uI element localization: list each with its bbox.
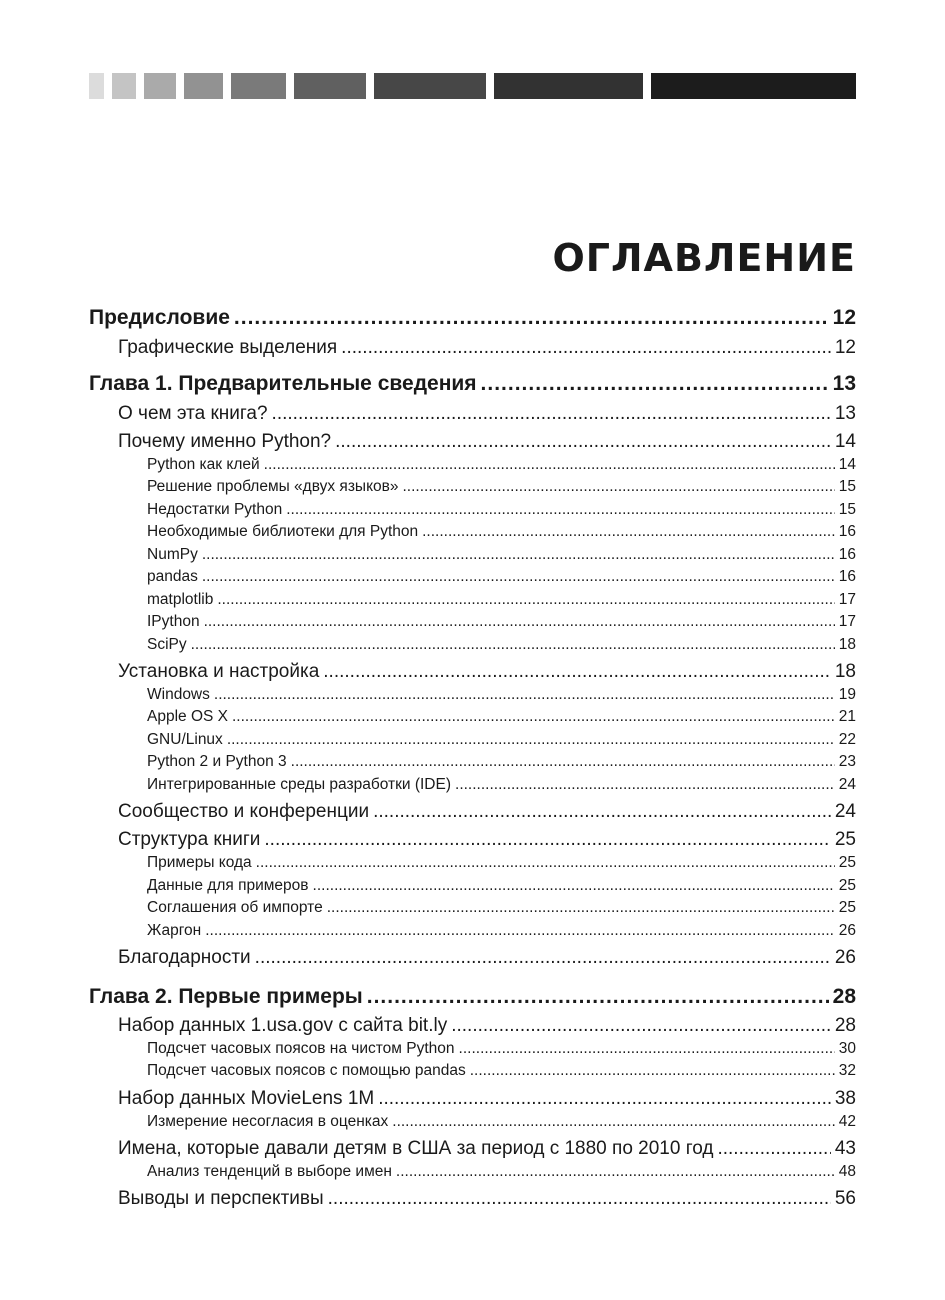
toc-dot-leader — [205, 922, 835, 940]
toc-dot-leader — [481, 372, 829, 396]
toc-dot-leader — [422, 523, 835, 541]
toc-page-number: 26 — [834, 947, 856, 968]
toc-section-entry — [118, 661, 856, 683]
toc-chapter-entry — [89, 985, 856, 1009]
toc-page-number: 38 — [834, 1088, 856, 1109]
toc-page-number: 22 — [838, 731, 856, 748]
toc-page-number: 25 — [838, 899, 856, 916]
toc-entry-title: Набор данных 1.usa.gov с сайта bit.ly — [118, 1015, 448, 1036]
toc-entry-title: Набор данных MovieLens 1M — [118, 1088, 375, 1109]
toc-subsection-entry — [147, 636, 856, 654]
toc-page-number: 42 — [838, 1113, 856, 1130]
toc-entry-title: GNU/Linux — [147, 731, 223, 748]
toc-page-number: 18 — [834, 661, 856, 682]
toc-subsection-entry — [147, 591, 856, 609]
toc-page-number: 23 — [838, 753, 856, 770]
toc-dot-leader — [272, 403, 831, 425]
toc-subsection-entry — [147, 1113, 856, 1131]
toc-dot-leader — [234, 306, 829, 330]
toc-entry-title: Подсчет часовых поясов на чистом Python — [147, 1040, 455, 1057]
toc-entry-title: Графические выделения — [118, 337, 338, 358]
toc-dot-leader — [403, 478, 835, 496]
toc-entry-title: Подсчет часовых поясов с помощью pandas — [147, 1062, 466, 1079]
toc-entry-title: Python как клей — [147, 456, 260, 473]
toc-dot-leader — [455, 776, 835, 794]
toc-page-number: 12 — [834, 337, 856, 358]
header-bar-segment — [494, 73, 643, 99]
toc-chapter-entry — [89, 372, 856, 396]
toc-dot-leader — [191, 636, 835, 654]
header-bar-segment — [144, 73, 176, 99]
header-bar-segment — [231, 73, 286, 99]
toc-page-number: 30 — [838, 1040, 856, 1057]
toc-entry-title: Python 2 и Python 3 — [147, 753, 287, 770]
toc-page-number: 56 — [834, 1188, 856, 1209]
toc-page-number: 13 — [834, 403, 856, 424]
toc-entry-title: Интегрированные среды разработки (IDE) — [147, 776, 452, 793]
toc-dot-leader — [378, 1088, 831, 1110]
toc-entry-title: О чем эта книга? — [118, 403, 268, 424]
toc-subsection-entry — [147, 1062, 856, 1080]
toc-subsection-entry — [147, 613, 856, 631]
toc-entry-title: Выводы и перспективы — [118, 1188, 324, 1209]
toc-dot-leader — [470, 1062, 835, 1080]
toc-dot-leader — [313, 877, 835, 895]
toc-dot-leader — [214, 686, 835, 704]
toc-subsection-entry — [147, 731, 856, 749]
toc-section-entry — [118, 1188, 856, 1210]
toc-section-entry — [118, 1088, 856, 1110]
toc-subsection-entry — [147, 753, 856, 771]
toc-page-number: 21 — [838, 708, 856, 725]
header-bar-segment — [651, 73, 856, 99]
toc-dot-leader — [373, 801, 831, 823]
toc-entry-title: Недостатки Python — [147, 501, 283, 518]
toc-subsection-entry — [147, 922, 856, 940]
toc-entry-title: Глава 1. Предварительные сведения — [89, 372, 477, 395]
header-bar-segment — [374, 73, 486, 99]
toc-page-number: 15 — [838, 478, 856, 495]
header-bar-segment — [89, 73, 104, 99]
header-bar-segment — [184, 73, 223, 99]
toc-page-number: 13 — [832, 372, 856, 395]
toc-subsection-entry — [147, 546, 856, 564]
toc-dot-leader — [392, 1113, 834, 1131]
toc-entry-title: Соглашения об импорте — [147, 899, 323, 916]
toc-dot-leader — [255, 947, 831, 969]
toc-entry-title: Благодарности — [118, 947, 251, 968]
toc-subsection-entry — [147, 776, 856, 794]
toc-dot-leader — [217, 591, 834, 609]
toc-page-number: 25 — [838, 854, 856, 871]
toc-page-number: 15 — [838, 501, 856, 518]
toc-subsection-entry — [147, 854, 856, 872]
header-gradient-bar — [89, 73, 856, 99]
toc-dot-leader — [264, 456, 835, 474]
toc-page-number: 16 — [838, 568, 856, 585]
toc-entry-title: Имена, которые давали детям в США за период с 1880 по 2010 год — [118, 1138, 714, 1159]
toc-subsection-entry — [147, 523, 856, 541]
toc-dot-leader — [202, 546, 835, 564]
toc-dot-leader — [717, 1138, 830, 1160]
toc-subsection-entry — [147, 456, 856, 474]
toc-entry-title: Сообщество и конференции — [118, 801, 370, 822]
toc-page-number: 17 — [838, 613, 856, 630]
toc-dot-leader — [323, 661, 831, 683]
toc-section-entry — [118, 947, 856, 969]
toc-subsection-entry — [147, 1040, 856, 1058]
toc-section-entry — [118, 801, 856, 823]
toc-page-number: 19 — [838, 686, 856, 703]
toc-dot-leader — [328, 1188, 831, 1210]
toc-subsection-entry — [147, 1163, 856, 1181]
toc-entry-title: Почему именно Python? — [118, 431, 332, 452]
toc-subsection-entry — [147, 501, 856, 519]
toc-entry-title: Примеры кода — [147, 854, 252, 871]
toc-entry-title: Установка и настройка — [118, 661, 320, 682]
toc-section-entry — [118, 403, 856, 425]
toc-subsection-entry — [147, 708, 856, 726]
toc-page-number: 12 — [832, 306, 856, 329]
toc-page-number: 14 — [834, 431, 856, 452]
toc-entry-title: Данные для примеров — [147, 877, 309, 894]
toc-dot-leader — [264, 829, 830, 851]
toc-section-entry — [118, 829, 856, 851]
toc-subsection-entry — [147, 686, 856, 704]
toc-page-number: 25 — [834, 829, 856, 850]
toc-page-number: 26 — [838, 922, 856, 939]
toc-dot-leader — [232, 708, 835, 726]
toc-entry-title: matplotlib — [147, 591, 214, 608]
toc-dot-leader — [459, 1040, 835, 1058]
toc-entry-title: NumPy — [147, 546, 198, 563]
toc-entry-title: Измерение несогласия в оценках — [147, 1113, 389, 1130]
header-bar-segment — [112, 73, 136, 99]
toc-entry-title: IPython — [147, 613, 200, 630]
toc-subsection-entry — [147, 899, 856, 917]
toc-page-number: 28 — [832, 985, 856, 1008]
toc-dot-leader — [327, 899, 835, 917]
toc-entry-title: pandas — [147, 568, 198, 585]
toc-dot-leader — [451, 1015, 831, 1037]
header-bar-segment — [294, 73, 366, 99]
toc-entry-title: Apple OS X — [147, 708, 228, 725]
toc-entry-title: Жаргон — [147, 922, 202, 939]
toc-dot-leader — [291, 753, 835, 771]
toc-dot-leader — [227, 731, 835, 749]
toc-entry-title: Предисловие — [89, 306, 230, 329]
page-title: ОГЛАВЛЕНИЕ — [552, 236, 856, 280]
toc-entry-title: Структура книги — [118, 829, 261, 850]
toc-entry-title: Необходимые библиотеки для Python — [147, 523, 419, 540]
toc-subsection-entry — [147, 568, 856, 586]
toc-entry-title: Решение проблемы «двух языков» — [147, 478, 399, 495]
toc-dot-leader — [396, 1163, 835, 1181]
toc-dot-leader — [341, 337, 831, 359]
toc-page-number: 24 — [838, 776, 856, 793]
toc-section-entry — [118, 1015, 856, 1037]
toc-entry-title: Глава 2. Первые примеры — [89, 985, 363, 1008]
toc-page-number: 43 — [834, 1138, 856, 1159]
toc-page-number: 14 — [838, 456, 856, 473]
toc-page-number: 16 — [838, 546, 856, 563]
toc-section-entry — [118, 1138, 856, 1160]
toc-page-number: 32 — [838, 1062, 856, 1079]
toc-page-number: 48 — [838, 1163, 856, 1180]
toc-subsection-entry — [147, 478, 856, 496]
toc-page-number: 17 — [838, 591, 856, 608]
toc-section-entry — [118, 337, 856, 359]
toc-dot-leader — [286, 501, 835, 519]
toc-page-number: 18 — [838, 636, 856, 653]
toc-dot-leader — [204, 613, 835, 631]
toc-dot-leader — [367, 985, 829, 1009]
toc-entry-title: Анализ тенденций в выборе имен — [147, 1163, 392, 1180]
toc-dot-leader — [335, 431, 831, 453]
toc-entry-title: SciPy — [147, 636, 187, 653]
toc-chapter-entry — [89, 306, 856, 330]
toc-page-number: 24 — [834, 801, 856, 822]
toc-dot-leader — [202, 568, 835, 586]
toc-subsection-entry — [147, 877, 856, 895]
toc-page-number: 25 — [838, 877, 856, 894]
toc-section-entry — [118, 431, 856, 453]
toc-page-number: 16 — [838, 523, 856, 540]
toc-page-number: 28 — [834, 1015, 856, 1036]
toc-entry-title: Windows — [147, 686, 210, 703]
toc-dot-leader — [256, 854, 835, 872]
